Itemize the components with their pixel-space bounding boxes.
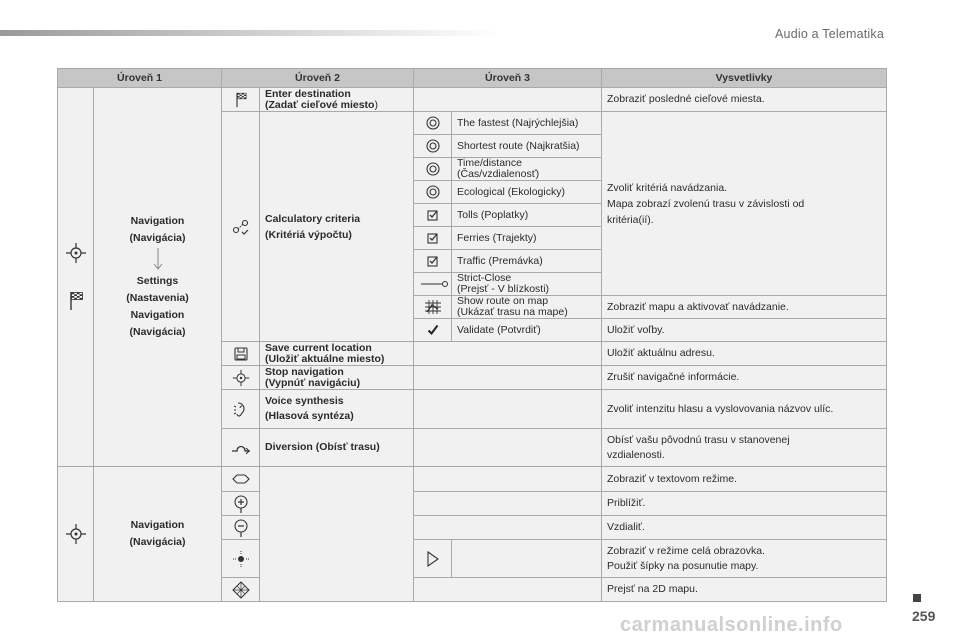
save-location-desc: Uložiť aktuálnu adresu. (602, 342, 887, 366)
level1-group2-icon-cell (58, 467, 94, 602)
map-icon-cell (414, 296, 452, 319)
radio-button-icon (426, 162, 440, 176)
section-title: Audio a Telematika (775, 27, 884, 41)
label-line (265, 100, 408, 111)
option-fastest: The fastest (Najrýchlejšia) (452, 112, 602, 135)
desc-line: kritéria(ií). (607, 213, 654, 226)
zoom-out-desc: Vzdialiť. (602, 516, 887, 540)
desc-line: Zvoliť kritériá navádzania. (607, 181, 728, 194)
fullscreen-icon-cell (222, 540, 260, 578)
empty-cell (414, 467, 602, 492)
label-line: Time/distance (457, 157, 522, 169)
nav-label-2-sub: (Navigácia) (129, 326, 186, 338)
option-traffic: Traffic (Premávka) (452, 250, 602, 273)
label-line: Show route on map (457, 295, 549, 307)
checkbox-icon (427, 255, 439, 267)
header-gradient-bar (0, 30, 500, 36)
desc-line: Obísť vašu pôvodnú trasu v stanovenej (607, 433, 790, 446)
label-line: Stop navigation (265, 365, 344, 378)
play-icon-cell (414, 540, 452, 578)
table-header-row (58, 69, 887, 88)
page-number: 259 (912, 608, 936, 624)
label-line: Save current location (265, 341, 372, 354)
checkbox-icon (427, 209, 439, 221)
map2d-desc: Prejsť na 2D mapu. (602, 578, 887, 602)
diversion-icon-cell (222, 429, 260, 467)
save-location-icon (233, 346, 249, 362)
checkbox-icon-cell (414, 204, 452, 227)
col-header-level3: Úroveň 3 (414, 69, 602, 88)
option-ferries: Ferries (Trajekty) (452, 227, 602, 250)
label-line: Calculatory criteria (265, 212, 361, 225)
label-line: (Prejsť - V blízkosti) (457, 283, 550, 295)
nav-label-sub: (Navigácia) (129, 232, 186, 244)
flag-icon (233, 91, 249, 109)
validate-desc: Uložiť voľby. (602, 319, 887, 342)
arrow-down-icon (99, 247, 216, 273)
option-time-distance (452, 158, 602, 181)
radio-icon-cell (414, 181, 452, 204)
criteria-desc (602, 112, 887, 296)
nav-label-2: Navigation (130, 309, 185, 321)
page-marker (913, 594, 921, 602)
diversion-desc (602, 429, 887, 467)
label-line: (Kritériá výpočtu) (265, 228, 352, 241)
navigation-icon (65, 242, 87, 264)
radio-button-icon (426, 139, 440, 153)
zoom-out-icon-cell (222, 516, 260, 540)
zoom-in-desc: Priblížiť. (602, 492, 887, 516)
voice-icon (232, 400, 250, 418)
route-criteria-icon (232, 219, 250, 235)
navigation-icon (232, 369, 250, 387)
enter-destination-label (260, 88, 414, 112)
option-show-route (452, 296, 602, 319)
desc-line: Mapa zobrazí zvolenú trasu v závislosti od (607, 197, 805, 210)
voice-synthesis-desc: Zvoliť intenzitu hlasu a vyslovovania názvov ulíc. (602, 390, 887, 429)
save-icon-cell (222, 342, 260, 366)
label-line: Voice synthesis (265, 395, 344, 407)
radio-button-icon (426, 185, 440, 199)
menu-table (57, 68, 887, 602)
empty-cell (414, 516, 602, 540)
label-part: ) (374, 98, 378, 111)
option-ecological: Ecological (Ekologicky) (452, 181, 602, 204)
empty-cell (414, 342, 602, 366)
move-arrows-icon (232, 472, 250, 486)
label-line: Enter destination (265, 87, 351, 100)
col-header-level1: Úroveň 1 (58, 69, 222, 88)
map2d-icon-cell (222, 578, 260, 602)
checkmark-icon (427, 324, 439, 336)
label-line: Strict-Close (457, 272, 512, 284)
calc-criteria-icon-cell (222, 112, 260, 342)
stop-nav-icon-cell (222, 366, 260, 390)
label-line: (Hlasová syntéza) (265, 410, 354, 422)
diversion-icon (231, 442, 251, 454)
col-header-explanations: Vysvetlivky (602, 69, 887, 88)
map-2d-icon (231, 580, 251, 600)
empty-cell (414, 390, 602, 429)
radio-icon-cell (414, 135, 452, 158)
play-triangle-icon (426, 551, 440, 567)
stop-navigation-label (260, 366, 414, 390)
zoom-out-icon (233, 518, 249, 538)
table-row (58, 88, 887, 112)
watermark: carmanualsonline.info (620, 614, 843, 636)
navigation-icon (65, 523, 87, 545)
settings-label: Settings (136, 275, 179, 287)
checkbox-icon-cell (414, 227, 452, 250)
checkbox-icon-cell (414, 250, 452, 273)
zoom-in-icon-cell (222, 492, 260, 516)
stop-navigation-desc: Zrušiť navigačné informácie. (602, 366, 887, 390)
option-validate: Validate (Potvrdiť) (452, 319, 602, 342)
calc-criteria-label (260, 112, 414, 342)
map-grid-icon (424, 299, 442, 315)
option-tolls: Tolls (Poplatky) (452, 204, 602, 227)
radio-button-icon (426, 116, 440, 130)
empty-cell (414, 429, 602, 467)
option-strict-close (452, 273, 602, 296)
level1-icons-cell (58, 88, 94, 467)
enter-destination-desc: Zobraziť posledné cieľové miesta. (602, 88, 887, 112)
label-line: (Uložiť aktuálne miesto) (265, 352, 385, 365)
empty-cell (260, 467, 414, 602)
flag-icon (66, 290, 86, 312)
zoom-in-icon (233, 494, 249, 514)
diversion-label: Diversion (Obísť trasu) (260, 429, 414, 467)
settings-label-sub: (Nastavenia) (126, 292, 189, 304)
enter-destination-icon-cell (222, 88, 260, 112)
desc-line: Zobraziť v režime celá obrazovka. (607, 544, 765, 557)
empty-cell (414, 366, 602, 390)
radio-icon-cell (414, 112, 452, 135)
level1-group2-navigation-cell (94, 467, 222, 602)
check-icon-cell (414, 319, 452, 342)
radio-icon-cell (414, 158, 452, 181)
save-location-label (260, 342, 414, 366)
voice-synthesis-label (260, 390, 414, 429)
nav-label: Navigation (130, 519, 185, 531)
level1-navigation-cell (94, 88, 222, 467)
text-mode-desc: Zobraziť v textovom režime. (602, 467, 887, 492)
fullscreen-desc (602, 540, 887, 578)
label-line: (Vypnúť navigáciu) (265, 376, 361, 389)
empty-cell (414, 492, 602, 516)
voice-icon-cell (222, 390, 260, 429)
desc-line: vzdialenosti. (607, 448, 665, 461)
empty-cell (414, 88, 602, 112)
label-part: (Zadať cieľové miesto (265, 98, 375, 111)
nav-label-sub: (Navigácia) (129, 536, 186, 548)
slider-icon (419, 279, 449, 289)
nav-label: Navigation (130, 215, 185, 227)
table-row (58, 467, 887, 492)
col-header-level2: Úroveň 2 (222, 69, 414, 88)
empty-cell (414, 578, 602, 602)
checkbox-icon (427, 232, 439, 244)
desc-line: Použiť šípky na posunutie mapy. (607, 559, 759, 572)
show-route-desc: Zobraziť mapu a aktivovať navádzanie. (602, 296, 887, 319)
label-line: (Čas/vzdialenosť) (457, 168, 540, 180)
text-mode-icon-cell (222, 467, 260, 492)
slider-icon-cell (414, 273, 452, 296)
option-shortest: Shortest route (Najkratšia) (452, 135, 602, 158)
empty-cell (452, 540, 602, 578)
fullscreen-move-icon (231, 550, 251, 568)
label-line: (Ukázať trasu na mape) (457, 306, 568, 318)
